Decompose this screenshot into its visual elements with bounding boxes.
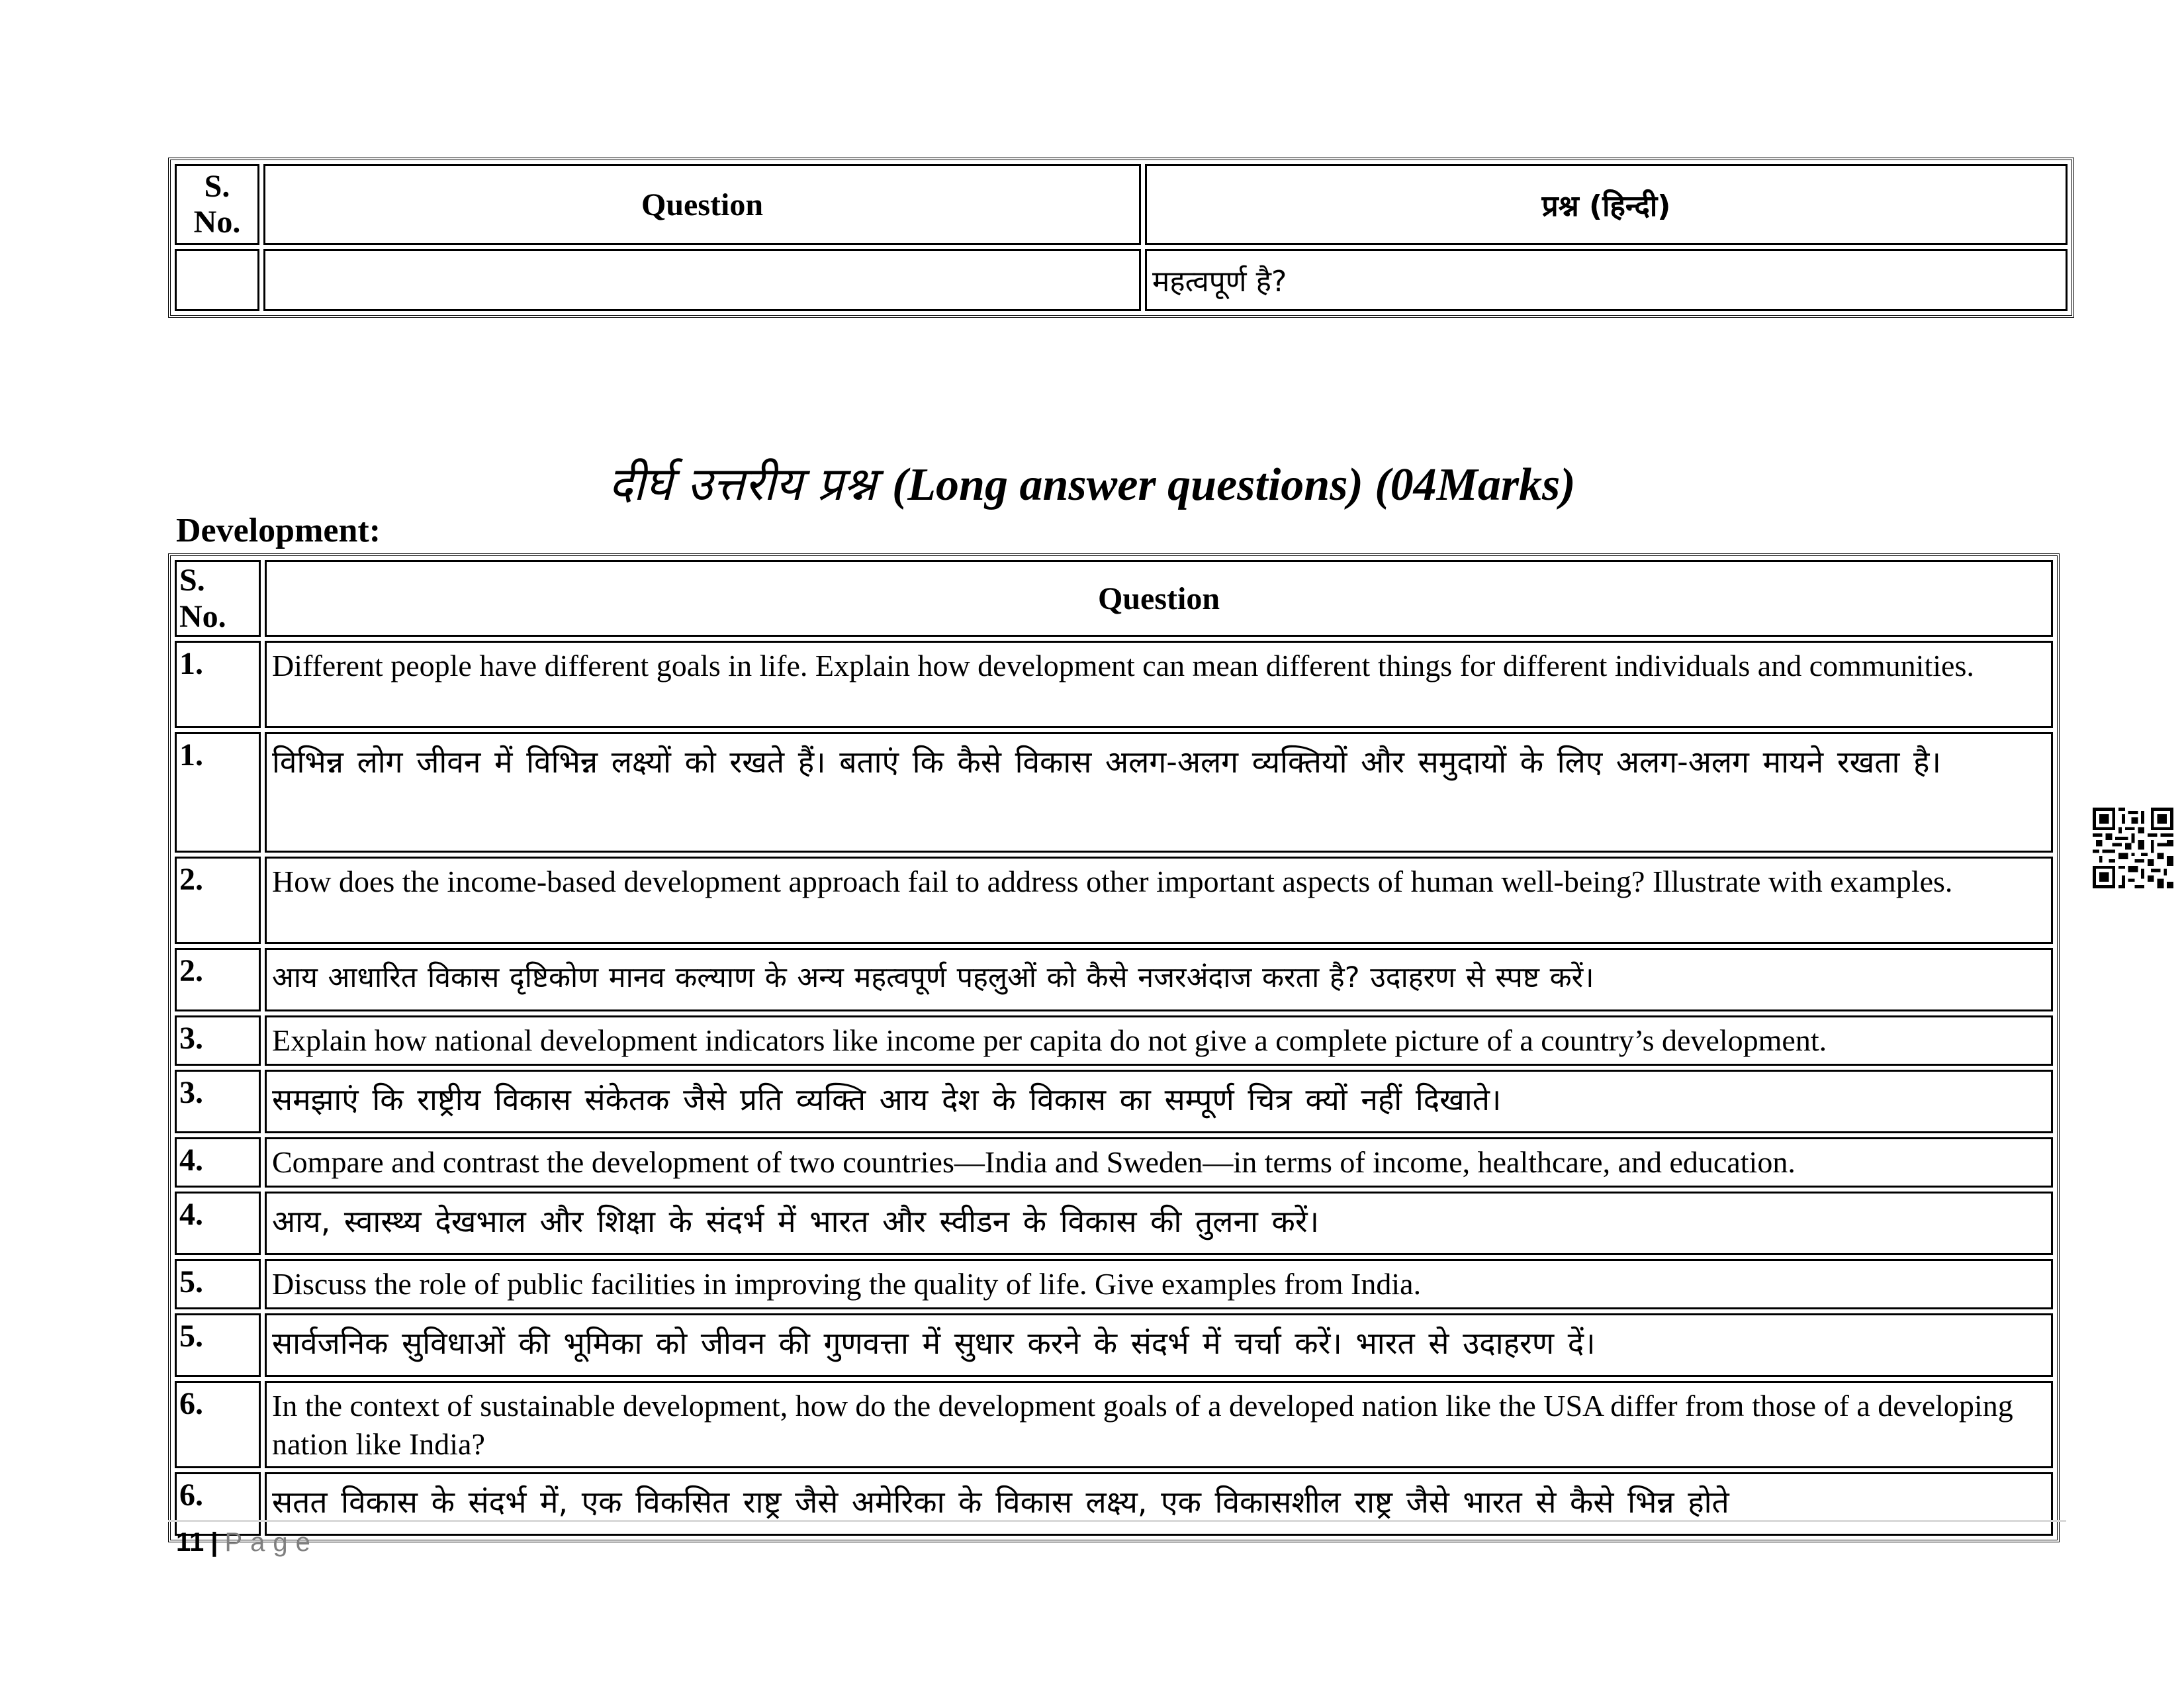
footer-separator: |: [210, 1528, 218, 1557]
table-row: [175, 1313, 2053, 1377]
row-question-hindi: आय, स्वास्थ्य देखभाल और शिक्षा के संदर्भ में भारत और स्वीडन के विकास की तुलना करें।: [265, 1192, 2053, 1255]
row-sno: 3.: [175, 1015, 261, 1066]
row-sno: 2.: [175, 857, 261, 944]
row-sno: 6.: [175, 1472, 261, 1536]
row-question-hindi: विभिन्न लोग जीवन में विभिन्न लक्ष्यों को रखते हैं। बताएं कि कैसे विकास अलग-अलग व्यक्तियों और समुदायों के लिए अलग-अलग मायने रखता है।: [265, 732, 2053, 853]
row-question-english: Discuss the role of public facilities in improving the quality of life. Give examples from India.: [265, 1259, 2053, 1309]
header-question: Question: [265, 560, 2053, 637]
table-row: [175, 1381, 2053, 1468]
table-header-row: [175, 560, 2053, 637]
table-row: [175, 1472, 2053, 1536]
row-sno: 3.: [175, 1070, 261, 1133]
row-sno: 5.: [175, 1259, 261, 1309]
header-question-hindi: प्रश्न (हिन्दी): [1145, 164, 2068, 245]
section-heading-hindi: दीर्घ उत्तरीय प्रश्न: [608, 457, 876, 511]
table-row: [175, 732, 2053, 853]
subheading: Development:: [176, 512, 381, 549]
row-question-hindi: समझाएं कि राष्ट्रीय विकास संकेतक जैसे प्रति व्यक्ति आय देश के विकास का सम्पूर्ण चित्र क्यों नहीं दिखाते।: [265, 1070, 2053, 1133]
row-sno: 6.: [175, 1381, 261, 1468]
continuation-table: [168, 158, 2074, 318]
table-row: [175, 1137, 2053, 1188]
table-row: [175, 948, 2053, 1011]
table-row: [175, 1259, 2053, 1309]
page-number: 11: [176, 1528, 205, 1557]
table-header-row: [175, 164, 2068, 245]
cell-question: [263, 249, 1141, 311]
section-heading-english: (Long answer questions) (04Marks): [891, 459, 1576, 510]
row-sno: 4.: [175, 1192, 261, 1255]
table-row: [175, 1070, 2053, 1133]
table-row: [175, 641, 2053, 728]
header-question: Question: [263, 164, 1141, 245]
table-row: [175, 1192, 2053, 1255]
row-sno: 1.: [175, 641, 261, 728]
row-question-hindi: सतत विकास के संदर्भ में, एक विकसित राष्ट्र जैसे अमेरिका के विकास लक्ष्य, एक विकासशील राष्ट्र जैसे भारत से कैसे भिन्न होते: [265, 1472, 2053, 1536]
row-question-hindi: सार्वजनिक सुविधाओं की भूमिका को जीवन की गुणवत्ता में सुधार करने के संदर्भ में चर्चा करें। भारत से उदाहरण दें।: [265, 1313, 2053, 1377]
page-footer: [176, 1528, 318, 1558]
row-question-hindi: आय आधारित विकास दृष्टिकोण मानव कल्याण के अन्य महत्वपूर्ण पहलुओं को कैसे नजरअंदाज करता है? उदाहरण से स्पष्ट करें।: [265, 948, 2053, 1011]
section-heading: [0, 450, 2184, 514]
row-question-english: Explain how national development indicators like income per capita do not give a complete picture of a country’s development.: [265, 1015, 2053, 1066]
table-row: [175, 1015, 2053, 1066]
table-row: [175, 857, 2053, 944]
questions-table: [168, 553, 2060, 1542]
row-question-english: Compare and contrast the development of two countries—India and Sweden—in terms of income, healthcare, and education.: [265, 1137, 2053, 1188]
row-sno: 4.: [175, 1137, 261, 1188]
cell-sno: [175, 249, 259, 311]
qr-code-icon: [2093, 808, 2173, 888]
footer-divider: [168, 1520, 2066, 1522]
header-sno: S. No.: [175, 164, 259, 245]
row-sno: 2.: [175, 948, 261, 1011]
header-sno: S. No.: [175, 560, 261, 637]
row-question-english: In the context of sustainable development, how do the development goals of a developed nation like the USA differ from those of a developing nation like India?: [265, 1381, 2053, 1468]
row-question-english: Different people have different goals in life. Explain how development can mean different things for different individuals and communities.: [265, 641, 2053, 728]
row-sno: 5.: [175, 1313, 261, 1377]
row-sno: 1.: [175, 732, 261, 853]
row-question-english: How does the income-based development approach fail to address other important aspects of human well-being? Illustrate with examples.: [265, 857, 2053, 944]
cell-question-hindi: महत्वपूर्ण है?: [1145, 249, 2068, 311]
table-row: [175, 249, 2068, 311]
page-label: Page: [224, 1528, 318, 1557]
